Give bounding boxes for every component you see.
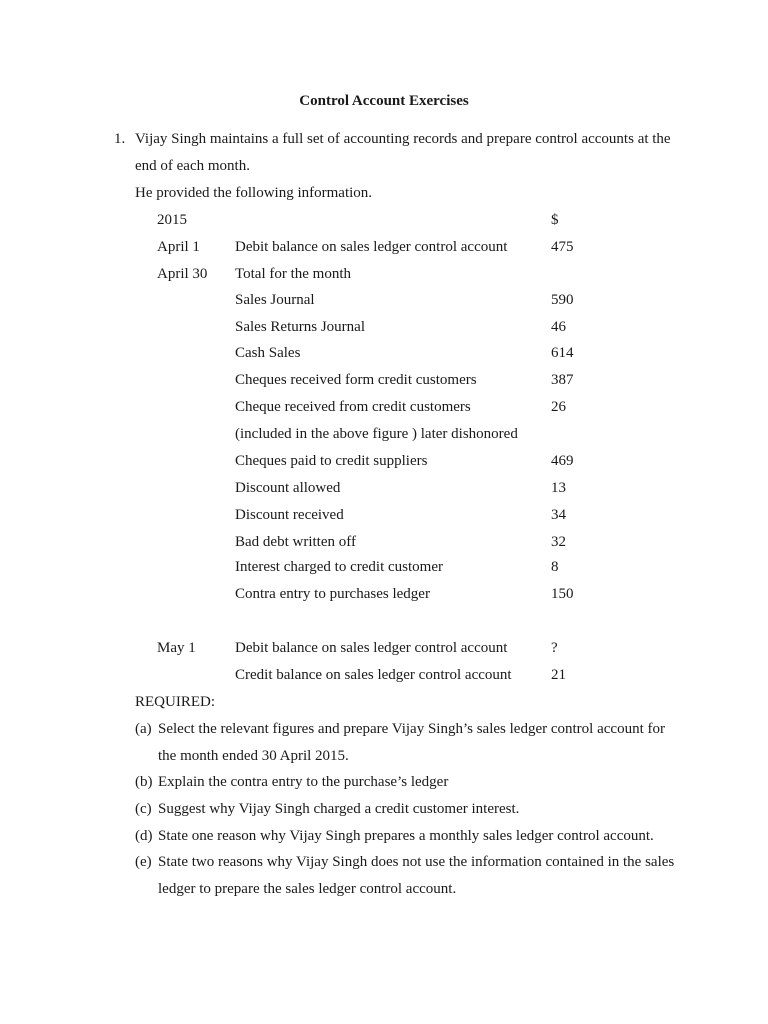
part-text-continued: the month ended 30 April 2015. (158, 748, 349, 764)
row-date: April 1 (157, 239, 200, 255)
row-amount: 590 (551, 292, 574, 308)
part-label: (d) (135, 828, 153, 844)
row-amount: 26 (551, 399, 566, 415)
row-description: Total for the month (235, 266, 352, 282)
row-amount: ? (551, 640, 558, 656)
row-amount: 387 (551, 372, 574, 388)
required-label: REQUIRED: (135, 694, 215, 710)
question-number: 1. (114, 131, 126, 147)
row-amount: 8 (551, 559, 559, 575)
part-label: (b) (135, 774, 153, 790)
row-description: Cheques received form credit customers (235, 372, 477, 388)
row-description: Sales Returns Journal (235, 319, 365, 335)
row-amount: 469 (551, 453, 574, 469)
part-label: (a) (135, 721, 152, 737)
row-description: Discount received (235, 507, 344, 523)
part-text: Explain the contra entry to the purchase’s ledger (158, 774, 449, 790)
row-amount: 34 (551, 507, 566, 523)
part-text: State one reason why Vijay Singh prepares a monthly sales ledger control account. (158, 828, 654, 844)
row-amount: 614 (551, 345, 574, 361)
row-description: Sales Journal (235, 292, 315, 308)
row-amount: 21 (551, 667, 566, 683)
row-date: April 30 (157, 266, 208, 282)
part-label: (e) (135, 854, 152, 870)
row-description: (included in the above figure ) later dishonored (235, 426, 518, 442)
row-amount: 46 (551, 319, 566, 335)
row-description: Interest charged to credit customer (235, 559, 443, 575)
part-label: (c) (135, 801, 152, 817)
row-description: Cash Sales (235, 345, 301, 361)
row-amount: 32 (551, 534, 566, 550)
row-description: Bad debt written off (235, 534, 356, 550)
part-text: Suggest why Vijay Singh charged a credit customer interest. (158, 801, 520, 817)
year-label: 2015 (157, 212, 187, 228)
row-description: Cheque received from credit customers (235, 399, 471, 415)
row-description: Contra entry to purchases ledger (235, 586, 430, 602)
row-description: Debit balance on sales ledger control account (235, 640, 508, 656)
row-description: Discount allowed (235, 480, 341, 496)
question-intro-line-2: end of each month. (135, 158, 250, 174)
question-intro-line-3: He provided the following information. (135, 185, 373, 201)
currency-label: $ (551, 212, 559, 228)
row-amount: 13 (551, 480, 566, 496)
row-amount: 150 (551, 586, 574, 602)
part-text: State two reasons why Vijay Singh does not use the information contained in the sales (158, 854, 675, 870)
part-text-continued: ledger to prepare the sales ledger control account. (158, 881, 457, 897)
document-title: Control Account Exercises (299, 93, 469, 109)
row-amount: 475 (551, 239, 574, 255)
row-description: Credit balance on sales ledger control account (235, 667, 512, 683)
row-description: Cheques paid to credit suppliers (235, 453, 428, 469)
part-text: Select the relevant figures and prepare Vijay Singh’s sales ledger control account for (158, 721, 665, 737)
question-intro-line-1: Vijay Singh maintains a full set of accounting records and prepare control accounts at the (135, 131, 671, 147)
row-description: Debit balance on sales ledger control account (235, 239, 508, 255)
row-date: May 1 (157, 640, 196, 656)
